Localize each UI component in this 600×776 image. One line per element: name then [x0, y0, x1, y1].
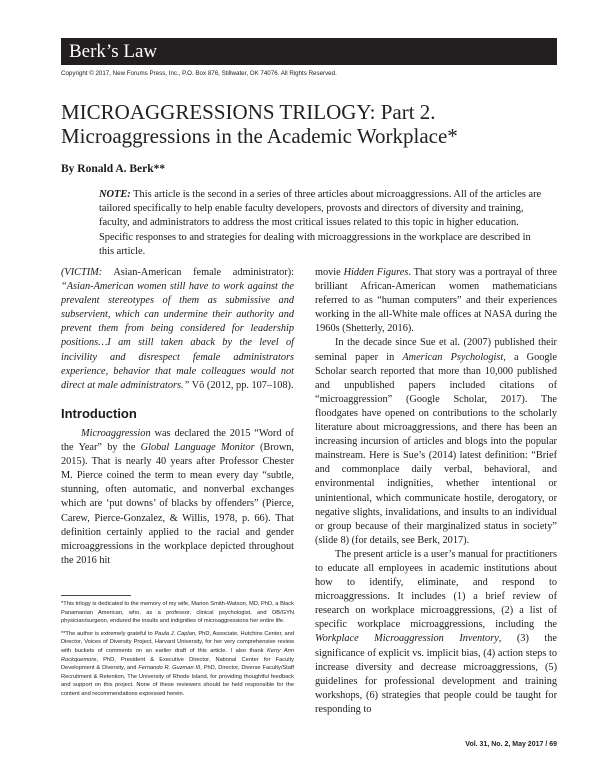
research-text-b: , a Google Scholar search reported that more than 10,000 published and unpublished papers included citations of “microaggression” (Google Scholar, 2017). The floodgates have opened on contributions to the scholarly literature about microaggressions, and there has been an increasing incursion of articles and blogs into the popular mainstream. Here is Sue’s (2014) latest definition: “Brief and commonplace daily verbal, behavioral, and environmental indignities, whether intentional or unintentional, which communicate hostile, derogatory, or negative slights, invalidations, and insults to an individual or group because of their marginalized status in society” (slide 8) (for details, see Berk, 2017). — [315, 351, 557, 546]
fn2-name-1: Paula J. Caplan — [154, 630, 196, 637]
inventory-name: Workplace Microaggression Inventory — [315, 633, 499, 645]
research-text-a: In the decade since Sue et al. (2007) published their seminal paper in — [315, 337, 557, 363]
right-column — [315, 266, 557, 717]
movie-paragraph — [315, 266, 557, 336]
note-text: This article is the second in a series of three articles about microaggressions. All of the articles are tailored specifically to help enable faculty developers, provosts and directors of diversity and training, faculty, and administrators to address the most critical issues related to this topic in higher education. Specific responses to and strategies for dealing with microaggressions in the workplace are described in this article. — [99, 189, 542, 257]
purpose-text-a: The present article is a user’s manual for practitioners to educate all employees in academic institutions about how to identify, eliminate, and respond to microaggressions. It includes (1) a brief review of research on workplace microaggressions, (2) a list of specific workplace microaggressions, including the — [315, 548, 557, 631]
term-microaggression: Microaggression — [81, 427, 151, 439]
journal-name: American Psychologist — [402, 351, 504, 363]
purpose-paragraph — [315, 548, 557, 717]
research-paragraph — [315, 336, 557, 547]
left-column — [61, 266, 294, 568]
fn2-text-a: **The author is extremely grateful to — [61, 630, 155, 637]
fn2-text-c: , PhD, President & Executive Director, National Center for Faculty Development & Diversity, and — [61, 656, 294, 672]
victim-description: Asian-American female administrator): — [102, 267, 294, 278]
page-folio: Vol. 31, No. 2, May 2017 / 69 — [465, 741, 557, 748]
title-line-2: Microaggressions in the Academic Workplace* — [61, 124, 458, 148]
footnotes — [61, 600, 294, 703]
column-banner — [61, 38, 557, 65]
movie-text-b: . That story was a portrayal of three brilliant African-American women mathematicians referred to as “human computers” and their experiences working in the all-White male offices at NASA during the 1960s (Shetterly, 2016). — [315, 267, 558, 335]
movie-title: Hidden Figures — [343, 267, 409, 278]
column-title: Berk’s Law — [69, 41, 158, 62]
victim-label: (VICTIM: — [61, 267, 103, 278]
fn2-name-2: Kerry Ann Rockquemore — [61, 647, 294, 663]
victim-quote-paragraph — [61, 266, 294, 393]
source-name: Global Language Monitor — [140, 442, 255, 454]
fn2-name-3: Fernando R. Guzman III — [138, 665, 201, 672]
fn2-text-b: , PhD, Associate, Hutchins Center, and Director, Voices of Diversity Project, Harvard University, for her very comprehensive review with buckets of comments on an earlier draft of this article. I also thank — [61, 630, 295, 654]
title-line-1: MICROAGGRESSIONS TRILOGY: Part 2. — [61, 100, 436, 124]
copyright-line: Copyright © 2017, New Forums Press, Inc., P.O. Box 876, Stillwater, OK 74076. All Rights Reserved. — [61, 70, 337, 77]
section-heading-introduction: Introduction — [61, 405, 137, 421]
intro-paragraph — [61, 427, 294, 568]
editor-note — [99, 188, 542, 259]
footnote-2 — [61, 630, 294, 699]
footnote-rule — [61, 595, 131, 596]
quote-citation: Võ (2012, pp. 107–108). — [189, 379, 294, 391]
article-title — [61, 100, 557, 148]
intro-text-a: was declared the 2015 “Word of the Year” by the — [61, 427, 294, 454]
note-label: NOTE: — [99, 189, 131, 200]
intro-text-b: (Brown, 2015). That is nearly 40 years after Professor Chester M. Pierce coined the term to mean every day “subtle, stunning, often automatic, and nonverbal exchanges which are ‘put downs’ of blacks by offenders” (Pierce, Carew, Pierce-Gonzalez, & Willis, 1978, p. 66). That definition certainly applied to the racial and gender microaggressions in the workplace depicted throughout the 2016 hit — [61, 442, 294, 566]
purpose-text-b: , (3) the significance of explicit vs. implicit bias, (4) action steps to increase diversity and decrease microaggressions, (5) guidelines for professional development and training workshops, (6) strategies that people could be taught for responding to — [315, 633, 557, 715]
author-byline: By Ronald A. Berk** — [61, 163, 166, 175]
victim-quote: “Asian-American women still have to work against the prevalent stereotypes of them as submissive and subservient, which can undermine their authority and prevent them from being considered for leadership positions…I am still taken aback by the level of incivility and disrespect female administrators experience, behavior that male colleagues would not direct at male administrators.” — [61, 281, 294, 391]
movie-text-a: movie — [315, 267, 344, 278]
fn2-text-d: , PhD, Director, Diverse Faculty/Staff Recruitment & Retention, The University of Rhode Island, for providing thoughtful feedback and support on this project. None of these reviewers should be held responsible for the content and recommendations expressed herein. — [61, 665, 294, 697]
footnote-1: *This trilogy is dedicated to the memory of my wife, Marion Smith-Watson, MD, PhD, a Black Panamanian American, who, as a professor, clinical psychologist, and OB/GYN physician/surgeon, endured the insults and indignities of microaggressions her entire life. — [61, 601, 294, 625]
